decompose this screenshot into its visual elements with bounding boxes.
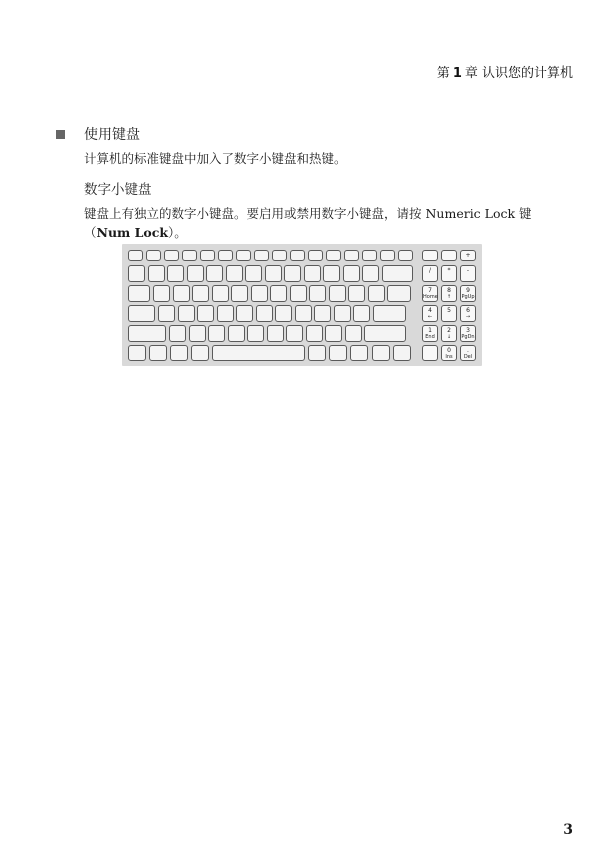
numpad-key [441, 345, 457, 361]
ctrl-key [350, 345, 368, 361]
chapter-title: 章 认识您的计算机 [464, 66, 573, 81]
numpad-key-main: - [466, 267, 470, 274]
letter-key [345, 325, 362, 342]
numpad-key-main: 8 [447, 287, 451, 294]
function-key [218, 250, 233, 261]
numpad-key-sub: PgDn [461, 334, 475, 340]
numpad-text-after: ）。 [168, 225, 187, 240]
chapter-number: 1 [452, 66, 462, 81]
letter-key [353, 305, 370, 322]
numpad-key-sub: ← [427, 314, 433, 320]
number-row-key [304, 265, 321, 282]
function-key [326, 250, 341, 261]
keyboard-section [56, 124, 586, 242]
number-row-key [128, 265, 145, 282]
letter-key [197, 305, 214, 322]
numpad-key [460, 285, 476, 302]
numpad-key-main: 2 [447, 327, 451, 334]
left-shift-key [128, 325, 166, 342]
numpad-key-main: + [465, 252, 471, 259]
letter-key [329, 285, 346, 302]
intro-paragraph: 计算机的标准键盘中加入了数字小键盘和热键。 [84, 151, 347, 166]
section-heading-text: 使用键盘 [84, 127, 140, 143]
numpad-paragraph [84, 204, 579, 242]
numpad-key [422, 265, 438, 282]
numpad-key-main: 6 [466, 307, 470, 314]
numpad-key-main: 0 [447, 347, 451, 354]
letter-key [267, 325, 284, 342]
menu-key [329, 345, 347, 361]
numpad-key [422, 285, 438, 302]
fn-key [149, 345, 167, 361]
alt-key [308, 345, 326, 361]
letter-key [368, 285, 385, 302]
number-row-key [323, 265, 340, 282]
letter-key [309, 285, 326, 302]
numpad-key [441, 250, 457, 261]
right-shift-key [364, 325, 406, 342]
letter-key [286, 325, 303, 342]
numpad-key-main: * [447, 267, 451, 274]
letter-key [275, 305, 292, 322]
number-row-key [265, 265, 282, 282]
number-row-key [362, 265, 379, 282]
section-heading [56, 124, 586, 144]
numpad-key-main: 3 [466, 327, 470, 334]
numpad-key-sub: → [465, 314, 471, 320]
function-key [200, 250, 215, 261]
numpad-key-main: 5 [447, 307, 451, 314]
function-key [272, 250, 287, 261]
letter-key [314, 305, 331, 322]
function-key [290, 250, 305, 261]
letter-key [247, 325, 264, 342]
numpad-key [422, 325, 438, 342]
letter-key [192, 285, 209, 302]
arrow-down-key [393, 345, 411, 361]
numpad-key [422, 250, 438, 261]
numpad-key-sub: Home [423, 294, 438, 300]
enter-key [373, 305, 406, 322]
function-key [128, 250, 143, 261]
number-row-key [343, 265, 360, 282]
function-key [362, 250, 377, 261]
letter-key [158, 305, 175, 322]
number-row-key [148, 265, 165, 282]
numpad-key-main: 9 [466, 287, 470, 294]
numpad-subheading: 数字小键盘 [84, 182, 152, 198]
square-bullet-icon [56, 130, 65, 139]
chapter-header [437, 62, 573, 81]
function-key [164, 250, 179, 261]
chapter-prefix: 第 [436, 66, 450, 81]
numpad-key-main: 1 [428, 327, 432, 334]
numpad-key [460, 325, 476, 342]
letter-key [212, 285, 229, 302]
numpad-key [422, 345, 438, 361]
numpad-key-main: . [467, 347, 469, 354]
letter-key [236, 305, 253, 322]
function-key [398, 250, 413, 261]
numpad-key [460, 305, 476, 322]
number-row-key [187, 265, 204, 282]
numpad-key-main: / [428, 267, 432, 274]
numpad-key [460, 265, 476, 282]
letter-key [290, 285, 307, 302]
keyboard-diagram [122, 244, 482, 366]
letter-key [251, 285, 268, 302]
function-key [380, 250, 395, 261]
letter-key [208, 325, 225, 342]
number-row-key [284, 265, 301, 282]
number-row-key [167, 265, 184, 282]
page-number: 3 [563, 822, 573, 838]
letter-key [173, 285, 190, 302]
tab-key [128, 285, 150, 302]
numpad-key-main: 4 [428, 307, 432, 314]
letter-key [217, 305, 234, 322]
number-row-key [206, 265, 223, 282]
letter-key [256, 305, 273, 322]
numpad-key [422, 305, 438, 322]
function-key [254, 250, 269, 261]
alt-key [191, 345, 209, 361]
function-key [236, 250, 251, 261]
letter-key [325, 325, 342, 342]
letter-key [178, 305, 195, 322]
caps-lock-key [128, 305, 155, 322]
arrow-left-key [372, 345, 390, 361]
letter-key [270, 285, 287, 302]
function-key [344, 250, 359, 261]
letter-key [231, 285, 248, 302]
numpad-key [441, 265, 457, 282]
letter-key [334, 305, 351, 322]
numpad-key [460, 250, 476, 261]
space-key [212, 345, 305, 361]
letter-key [348, 285, 365, 302]
windows-key [170, 345, 188, 361]
function-key [308, 250, 323, 261]
letter-key [169, 325, 186, 342]
numpad-key [460, 345, 476, 361]
letter-key [189, 325, 206, 342]
letter-key [228, 325, 245, 342]
letter-key [295, 305, 312, 322]
numpad-text-before: 键盘上有独立的数字小键盘。要启用或禁用数字小键盘，请按 Numeric Lock 键 （ [84, 206, 532, 240]
numpad-key-sub: PgUp [461, 294, 475, 300]
numpad-key-sub: Ins [445, 354, 453, 360]
numpad-key-sub: ↓ [446, 334, 452, 340]
numpad-key-sub: Del [463, 354, 473, 360]
letter-key [306, 325, 323, 342]
numpad-key-main: 7 [428, 287, 432, 294]
backslash-key [387, 285, 411, 302]
number-row-key [226, 265, 243, 282]
numpad-key-sub: ↑ [446, 294, 452, 300]
numpad-key [441, 285, 457, 302]
numpad-key-sub: End [425, 334, 435, 340]
function-key [182, 250, 197, 261]
function-key [146, 250, 161, 261]
numpad-key [441, 325, 457, 342]
backspace-key [382, 265, 413, 282]
letter-key [153, 285, 170, 302]
ctrl-key [128, 345, 146, 361]
number-row-key [245, 265, 262, 282]
num-lock-key-name: Num Lock [96, 225, 169, 240]
numpad-key [441, 305, 457, 322]
